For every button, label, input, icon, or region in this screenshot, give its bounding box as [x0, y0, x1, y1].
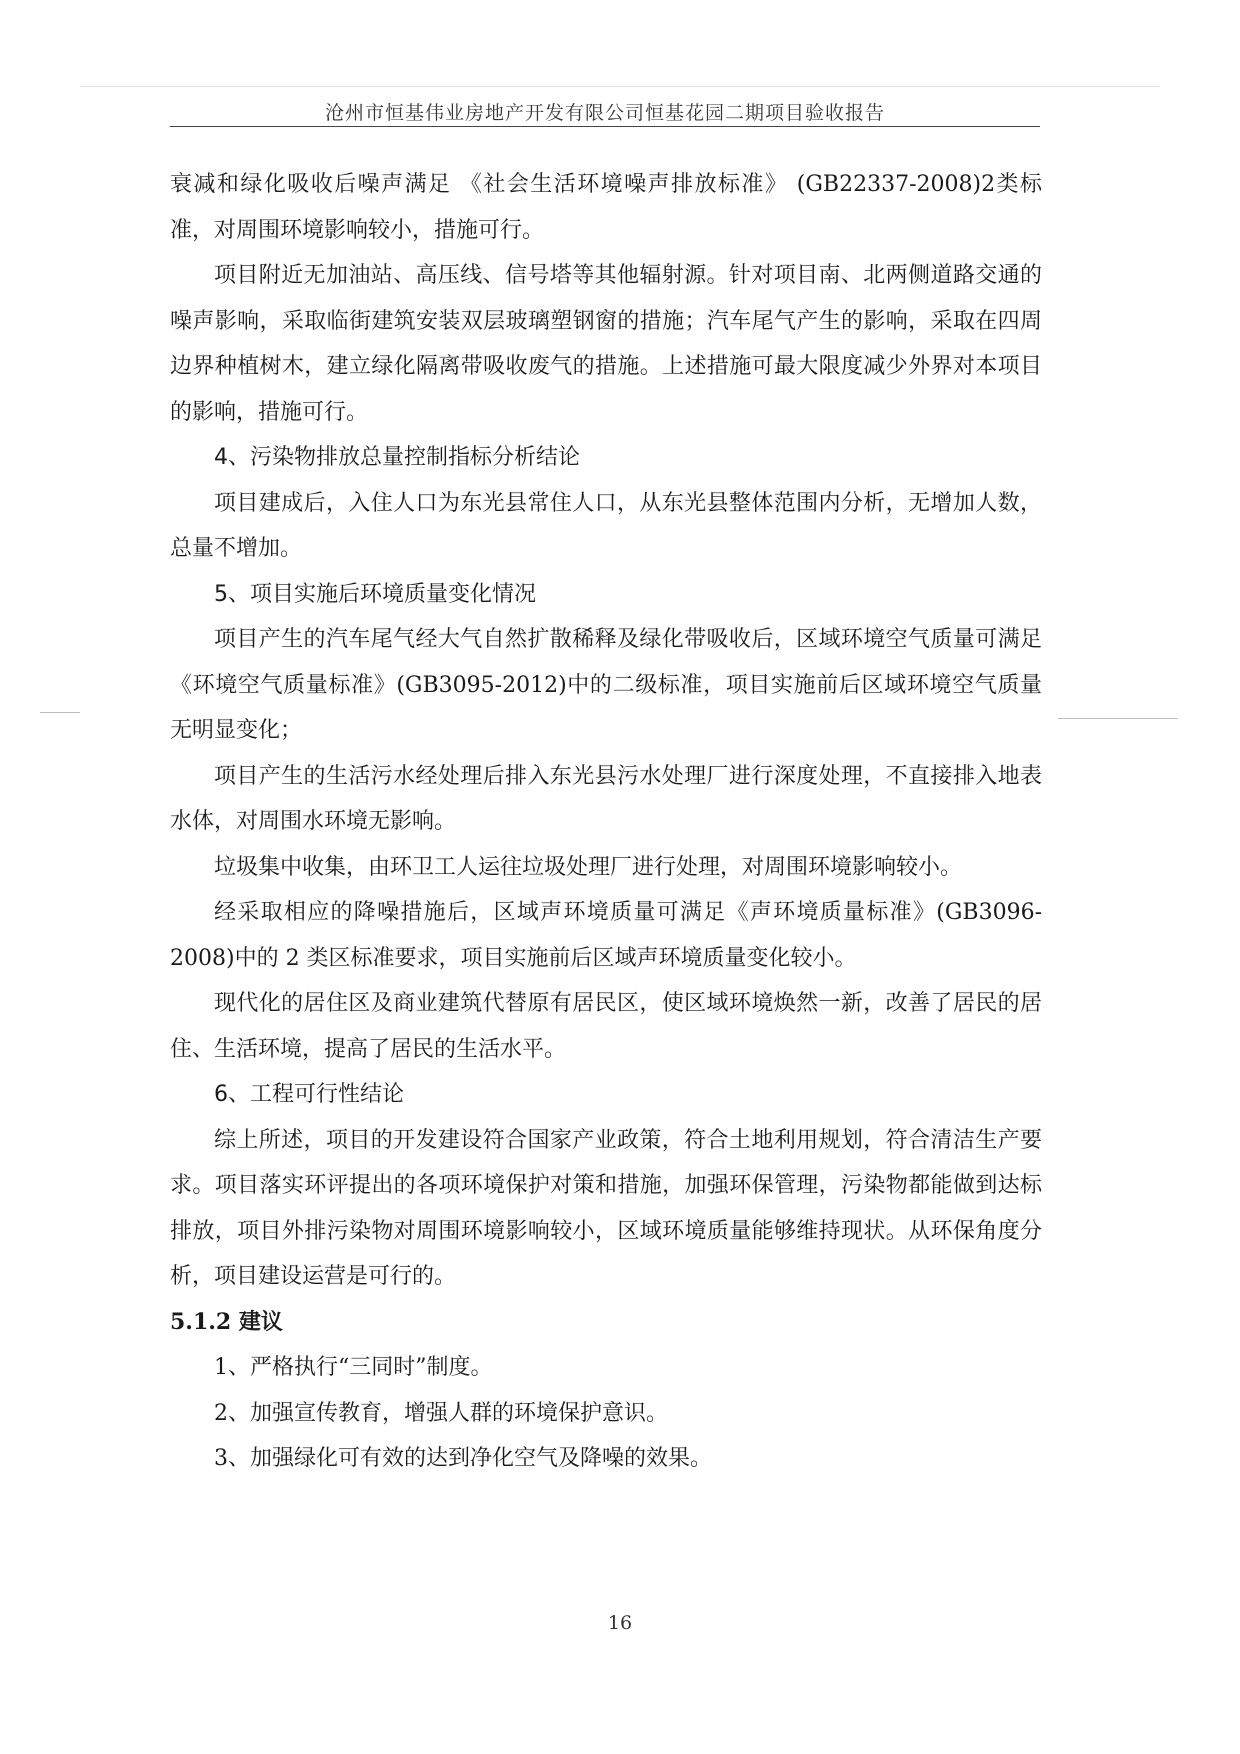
paragraph-living-environment: 现代化的居住区及商业建筑代替原有居民区，使区域环境焕然一新，改善了居民的居住、生活环境，提高了居民的生活水平。	[170, 991, 1042, 1062]
paragraph-solid-waste: 垃圾集中收集，由环卫工人运往垃圾处理厂进行处理，对周围环境影响较小。	[214, 854, 963, 880]
paragraph-external-impact: 项目附近无加油站、高压线、信号塔等其他辐射源。针对项目南、北两侧道路交通的噪声影响，采取临街建筑安装双层玻璃塑钢窗的措施；汽车尾气产生的影响，采取在四周边界种植树木，建立绿化隔离带吸收废气的措施。上述措施可最大限度减少外界对本项目的影响，措施可行。	[170, 263, 1042, 425]
paragraph-air-quality: 项目产生的汽车尾气经大气自然扩散稀释及绿化带吸收后，区域环境空气质量可满足《环境空气质量标准》(GB3095-2012)中的二级标准，项目实施前后区域环境空气质量无明显变化；	[170, 627, 1042, 743]
subsection-heading-recommendations: 5.1.2 建议	[170, 1308, 283, 1335]
page-number: 16	[607, 1612, 633, 1634]
scan-artifact-mark-left	[40, 712, 80, 713]
recommendation-item-2: 2、加强宣传教育，增强人群的环境保护意识。	[214, 1400, 668, 1426]
header-rule	[170, 126, 1040, 127]
heading-total-pollutant-control: 4、污染物排放总量控制指标分析结论	[214, 445, 580, 470]
heading-environment-quality-change: 5、项目实施后环境质量变化情况	[214, 581, 536, 607]
recommendation-item-3: 3、加强绿化可有效的达到净化空气及降噪的效果。	[214, 1446, 712, 1471]
paragraph-noise-conclusion: 衰减和绿化吸收后噪声满足 《社会生活环境噪声排放标准》 (GB22337-2008)2类标准，对周围环境影响较小，措施可行。	[170, 172, 1042, 243]
paragraph-feasibility-summary: 综上所述，项目的开发建设符合国家产业政策，符合土地利用规划，符合清洁生产要求。项目落实环评提出的各项环境保护对策和措施，加强环保管理，污染物都能做到达标排放，项目外排污染物对周围环境影响较小，区域环境质量能够维持现状。从环保角度分析，项目建设运营是可行的。	[170, 1127, 1042, 1289]
running-header: 沧州市恒基伟业房地产开发有限公司恒基花园二期项目验收报告	[324, 102, 885, 124]
recommendation-item-1: 1、严格执行“三同时”制度。	[214, 1355, 493, 1380]
scan-artifact-line	[80, 86, 1160, 87]
scan-artifact-mark-right	[1058, 718, 1178, 719]
paragraph-population: 项目建成后，入住人口为东光县常住人口，从东光县整体范围内分析，无增加人数，总量不增加。	[170, 490, 1042, 561]
paragraph-wastewater: 项目产生的生活污水经处理后排入东光县污水处理厂进行深度处理，不直接排入地表水体，对周围水环境无影响。	[170, 763, 1042, 834]
report-body	[170, 162, 1042, 1482]
heading-feasibility-conclusion: 6、工程可行性结论	[214, 1082, 404, 1107]
paragraph-acoustic-quality: 经采取相应的降噪措施后，区域声环境质量可满足《声环境质量标准》(GB3096-2008)中的 2 类区标准要求，项目实施前后区域声环境质量变化较小。	[170, 900, 1042, 971]
